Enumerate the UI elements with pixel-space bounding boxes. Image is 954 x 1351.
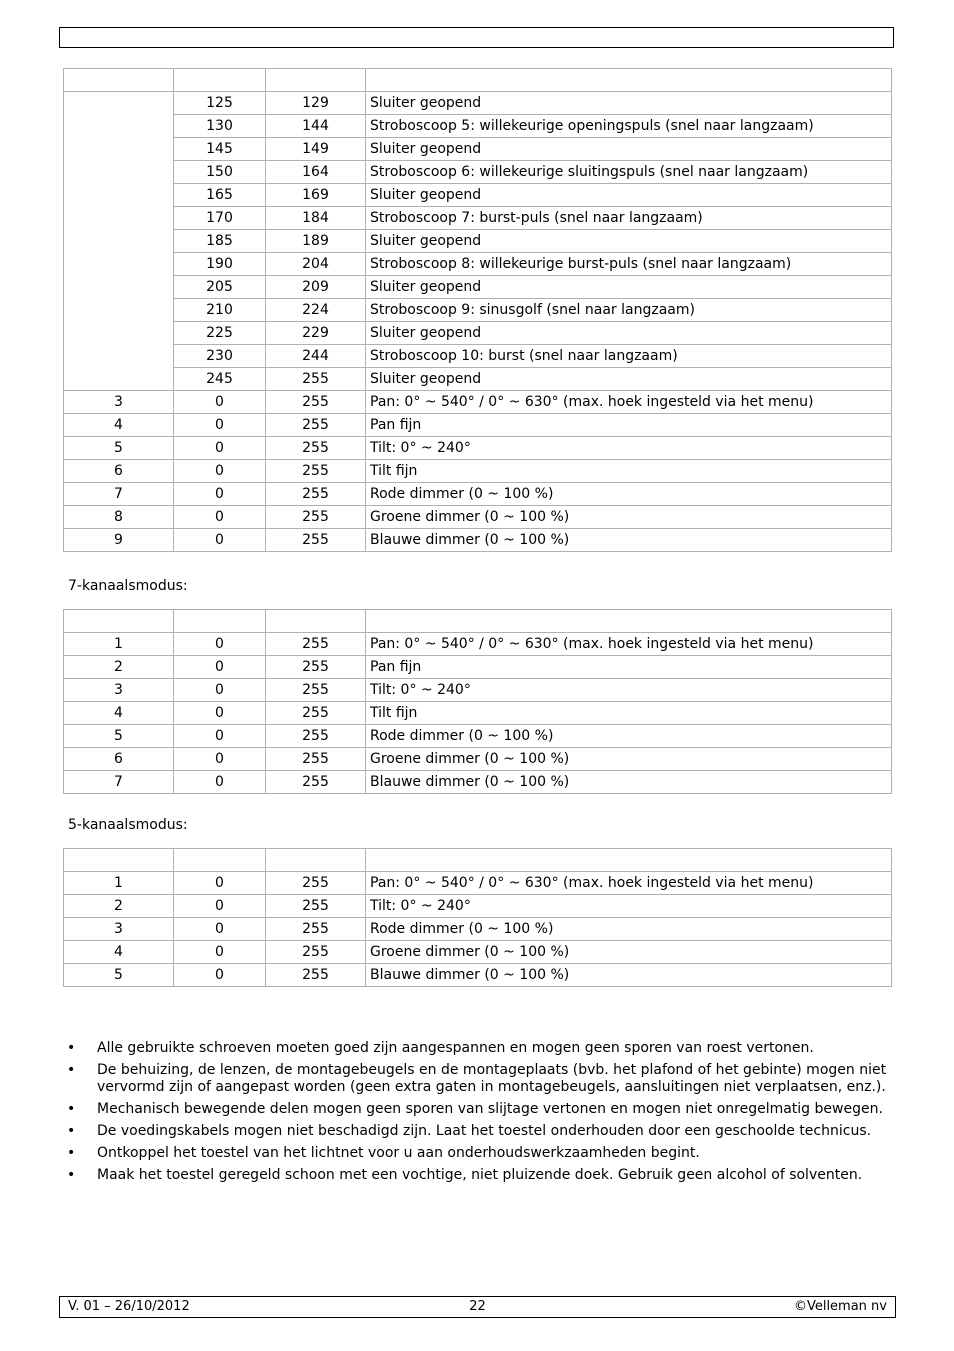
table-row	[64, 184, 892, 207]
from-cell: 0	[174, 895, 266, 918]
table-row	[64, 506, 892, 529]
function-cell: Stroboscoop 5: willekeurige openingspuls (snel naar langzaam)	[366, 115, 892, 138]
function-cell: Sluiter geopend	[366, 184, 892, 207]
list-item	[63, 1062, 893, 1096]
from-cell: 230	[174, 345, 266, 368]
maintenance-list	[63, 1040, 893, 1189]
from-cell	[174, 69, 266, 92]
table-row	[64, 771, 892, 794]
footer-page-number: 22	[469, 1299, 486, 1314]
from-cell: 0	[174, 529, 266, 552]
table-header-row	[64, 69, 892, 92]
function-cell: Blauwe dimmer (0 ~ 100 %)	[366, 771, 892, 794]
function-cell: Blauwe dimmer (0 ~ 100 %)	[366, 529, 892, 552]
function-cell: Pan fijn	[366, 656, 892, 679]
to-cell: 189	[266, 230, 366, 253]
list-item	[63, 1101, 893, 1118]
table-row	[64, 414, 892, 437]
list-item	[63, 1123, 893, 1140]
channel-cell: 3	[64, 391, 174, 414]
function-cell: Groene dimmer (0 ~ 100 %)	[366, 941, 892, 964]
to-cell: 184	[266, 207, 366, 230]
from-cell: 245	[174, 368, 266, 391]
table-row	[64, 138, 892, 161]
to-cell: 255	[266, 460, 366, 483]
to-cell: 224	[266, 299, 366, 322]
from-cell: 0	[174, 918, 266, 941]
function-cell: Stroboscoop 9: sinusgolf (snel naar langzaam)	[366, 299, 892, 322]
from-cell: 170	[174, 207, 266, 230]
footer-version: V. 01 – 26/10/2012	[68, 1299, 190, 1314]
footer-copyright: ©Velleman nv	[793, 1299, 887, 1314]
to-cell: 255	[266, 437, 366, 460]
function-cell: Stroboscoop 7: burst-puls (snel naar langzaam)	[366, 207, 892, 230]
function-cell: Tilt: 0° ~ 240°	[366, 679, 892, 702]
list-item-text: Maak het toestel geregeld schoon met een vochtige, niet pluizende doek. Gebruik geen alcohol of solventen.	[97, 1167, 863, 1183]
table-row	[64, 529, 892, 552]
function-cell	[366, 849, 892, 872]
function-cell: Stroboscoop 8: willekeurige burst-puls (snel naar langzaam)	[366, 253, 892, 276]
table-row	[64, 872, 892, 895]
function-cell: Pan: 0° ~ 540° / 0° ~ 630° (max. hoek ingesteld via het menu)	[366, 872, 892, 895]
page-footer	[59, 1296, 896, 1318]
from-cell: 0	[174, 702, 266, 725]
dmx-table-7ch	[63, 609, 892, 794]
from-cell: 0	[174, 506, 266, 529]
to-cell: 209	[266, 276, 366, 299]
function-cell: Tilt fijn	[366, 702, 892, 725]
function-cell: Groene dimmer (0 ~ 100 %)	[366, 748, 892, 771]
table-row	[64, 115, 892, 138]
to-cell: 255	[266, 633, 366, 656]
from-cell: 0	[174, 941, 266, 964]
to-cell: 255	[266, 506, 366, 529]
from-cell: 0	[174, 679, 266, 702]
dmx-table-continued	[63, 68, 892, 552]
to-cell: 255	[266, 414, 366, 437]
to-cell: 255	[266, 702, 366, 725]
to-cell: 255	[266, 872, 366, 895]
channel-cell	[64, 92, 174, 391]
channel-cell: 2	[64, 895, 174, 918]
channel-cell: 7	[64, 771, 174, 794]
function-cell: Sluiter geopend	[366, 92, 892, 115]
to-cell	[266, 610, 366, 633]
bullet-icon: •	[67, 1145, 76, 1161]
table-row	[64, 918, 892, 941]
from-cell: 0	[174, 964, 266, 987]
function-cell: Groene dimmer (0 ~ 100 %)	[366, 506, 892, 529]
from-cell: 0	[174, 872, 266, 895]
from-cell: 0	[174, 391, 266, 414]
list-item	[63, 1167, 893, 1184]
channel-cell: 5	[64, 725, 174, 748]
mode7-label: 7-kanaalsmodus:	[68, 578, 188, 594]
from-cell: 0	[174, 725, 266, 748]
to-cell: 144	[266, 115, 366, 138]
to-cell: 255	[266, 656, 366, 679]
to-cell: 255	[266, 918, 366, 941]
table-row	[64, 460, 892, 483]
table-row	[64, 161, 892, 184]
function-cell: Tilt: 0° ~ 240°	[366, 895, 892, 918]
from-cell: 205	[174, 276, 266, 299]
to-cell: 255	[266, 679, 366, 702]
from-cell	[174, 849, 266, 872]
table-header-row	[64, 610, 892, 633]
channel-cell: 6	[64, 460, 174, 483]
channel-cell: 4	[64, 702, 174, 725]
channel-cell	[64, 849, 174, 872]
to-cell: 164	[266, 161, 366, 184]
table-row	[64, 299, 892, 322]
bullet-icon: •	[67, 1062, 76, 1078]
table-row	[64, 748, 892, 771]
channel-cell: 6	[64, 748, 174, 771]
function-cell	[366, 610, 892, 633]
from-cell: 0	[174, 483, 266, 506]
from-cell: 165	[174, 184, 266, 207]
to-cell: 129	[266, 92, 366, 115]
to-cell: 255	[266, 748, 366, 771]
list-item	[63, 1040, 893, 1057]
to-cell	[266, 849, 366, 872]
channel-cell: 7	[64, 483, 174, 506]
from-cell: 145	[174, 138, 266, 161]
channel-cell: 3	[64, 679, 174, 702]
to-cell	[266, 69, 366, 92]
function-cell: Pan: 0° ~ 540° / 0° ~ 630° (max. hoek ingesteld via het menu)	[366, 391, 892, 414]
function-cell: Tilt fijn	[366, 460, 892, 483]
table-row	[64, 679, 892, 702]
list-item-text: De behuizing, de lenzen, de montagebeugels en de montageplaats (bvb. het plafond of het gebinte) mogen niet vervormd zijn of aangepast worden (geen extra gaten in montagebeugels, aansluitingen niet verplaatsen, enz.).	[97, 1062, 887, 1095]
list-item-text: Mechanisch bewegende delen mogen geen sporen van slijtage vertonen en mogen niet onregelmatig bewegen.	[97, 1101, 883, 1117]
channel-cell	[64, 69, 174, 92]
from-cell: 0	[174, 460, 266, 483]
channel-cell: 1	[64, 872, 174, 895]
function-cell: Sluiter geopend	[366, 230, 892, 253]
to-cell: 169	[266, 184, 366, 207]
from-cell	[174, 610, 266, 633]
function-cell: Blauwe dimmer (0 ~ 100 %)	[366, 964, 892, 987]
table-row	[64, 964, 892, 987]
list-item-text: De voedingskabels mogen niet beschadigd zijn. Laat het toestel onderhouden door een geschoolde technicus.	[97, 1123, 872, 1139]
table-row	[64, 483, 892, 506]
channel-cell: 5	[64, 437, 174, 460]
from-cell: 130	[174, 115, 266, 138]
to-cell: 204	[266, 253, 366, 276]
to-cell: 255	[266, 725, 366, 748]
table-row	[64, 725, 892, 748]
table-row	[64, 345, 892, 368]
table-row	[64, 633, 892, 656]
from-cell: 0	[174, 656, 266, 679]
to-cell: 255	[266, 964, 366, 987]
table-row	[64, 276, 892, 299]
function-cell: Sluiter geopend	[366, 322, 892, 345]
function-cell: Sluiter geopend	[366, 276, 892, 299]
table-row	[64, 391, 892, 414]
from-cell: 0	[174, 771, 266, 794]
list-item-text: Alle gebruikte schroeven moeten goed zijn aangespannen en mogen geen sporen van roest vertonen.	[97, 1040, 814, 1056]
table-row	[64, 230, 892, 253]
channel-cell: 4	[64, 941, 174, 964]
to-cell: 149	[266, 138, 366, 161]
channel-cell: 2	[64, 656, 174, 679]
from-cell: 190	[174, 253, 266, 276]
table-row	[64, 702, 892, 725]
to-cell: 255	[266, 391, 366, 414]
channel-cell: 9	[64, 529, 174, 552]
to-cell: 255	[266, 529, 366, 552]
to-cell: 255	[266, 368, 366, 391]
channel-cell: 5	[64, 964, 174, 987]
to-cell: 244	[266, 345, 366, 368]
list-item-text: Ontkoppel het toestel van het lichtnet voor u aan onderhoudswerkzaamheden begint.	[97, 1145, 700, 1161]
page-header-box	[59, 27, 894, 48]
table-row	[64, 322, 892, 345]
function-cell: Stroboscoop 6: willekeurige sluitingspuls (snel naar langzaam)	[366, 161, 892, 184]
from-cell: 125	[174, 92, 266, 115]
from-cell: 225	[174, 322, 266, 345]
mode5-label: 5-kanaalsmodus:	[68, 817, 188, 833]
bullet-icon: •	[67, 1123, 76, 1139]
function-cell: Rode dimmer (0 ~ 100 %)	[366, 918, 892, 941]
table-row	[64, 656, 892, 679]
table-row	[64, 207, 892, 230]
channel-cell: 1	[64, 633, 174, 656]
to-cell: 255	[266, 771, 366, 794]
table-row	[64, 895, 892, 918]
table-row	[64, 368, 892, 391]
table-row	[64, 437, 892, 460]
from-cell: 0	[174, 437, 266, 460]
table-row	[64, 941, 892, 964]
channel-cell	[64, 610, 174, 633]
from-cell: 0	[174, 414, 266, 437]
function-cell: Tilt: 0° ~ 240°	[366, 437, 892, 460]
function-cell: Pan: 0° ~ 540° / 0° ~ 630° (max. hoek ingesteld via het menu)	[366, 633, 892, 656]
function-cell: Rode dimmer (0 ~ 100 %)	[366, 725, 892, 748]
list-item	[63, 1145, 893, 1162]
from-cell: 185	[174, 230, 266, 253]
function-cell: Sluiter geopend	[366, 368, 892, 391]
function-cell: Sluiter geopend	[366, 138, 892, 161]
channel-cell: 3	[64, 918, 174, 941]
function-cell: Rode dimmer (0 ~ 100 %)	[366, 483, 892, 506]
channel-cell: 4	[64, 414, 174, 437]
to-cell: 229	[266, 322, 366, 345]
to-cell: 255	[266, 895, 366, 918]
function-cell: Stroboscoop 10: burst (snel naar langzaam)	[366, 345, 892, 368]
dmx-table-5ch	[63, 848, 892, 987]
function-cell: Pan fijn	[366, 414, 892, 437]
channel-cell: 8	[64, 506, 174, 529]
bullet-icon: •	[67, 1167, 76, 1183]
function-cell	[366, 69, 892, 92]
from-cell: 150	[174, 161, 266, 184]
table-row	[64, 92, 892, 115]
from-cell: 0	[174, 633, 266, 656]
to-cell: 255	[266, 483, 366, 506]
table-header-row	[64, 849, 892, 872]
table-row	[64, 253, 892, 276]
to-cell: 255	[266, 941, 366, 964]
bullet-icon: •	[67, 1040, 76, 1056]
from-cell: 210	[174, 299, 266, 322]
bullet-icon: •	[67, 1101, 76, 1117]
from-cell: 0	[174, 748, 266, 771]
